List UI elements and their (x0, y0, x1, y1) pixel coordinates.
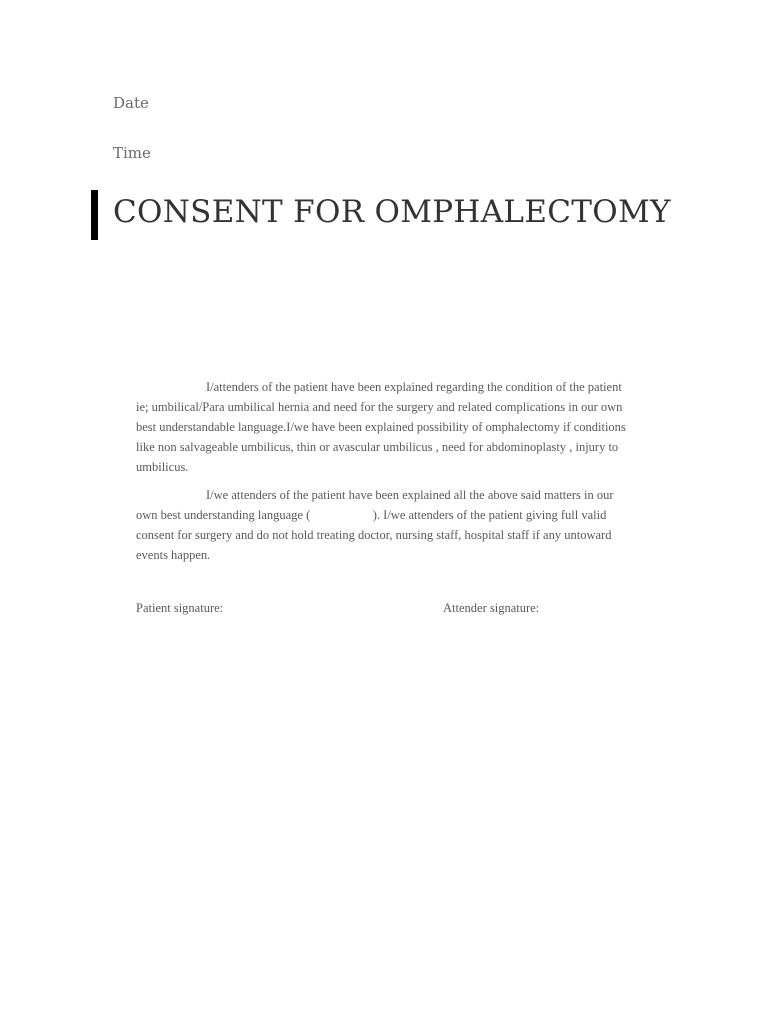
patient-signature-label: Patient signature: (136, 601, 224, 615)
title-accent-bar (91, 190, 98, 240)
paragraph-2-text: I/we attenders of the patient have been explained all the above said matters in our own best understanding language ( ). I/we attenders of the patient giving full valid consent for surgery and do not hold treating doctor, nursing staff, hospital staff if any untoward events happen. (136, 488, 617, 562)
consent-paragraph-2 (136, 485, 636, 565)
paragraph-1-text: I/attenders of the patient have been explained regarding the condition of the patient ie; umbilical/Para umbilical hernia and need for the surgery and related complications in our own best understandable language.I/we have been explained possibility of omphalectomy if conditions like non salvageable umbilicus, thin or avascular umbilicus , need for abdominoplasty , injury to umbilicus. (136, 380, 626, 474)
date-label: Date (113, 94, 149, 112)
attender-signature-label: Attender signature: (443, 601, 540, 615)
document-title: CONSENT FOR OMPHALECTOMY (113, 194, 671, 230)
consent-paragraph-1 (136, 377, 636, 477)
time-label: Time (113, 144, 151, 162)
